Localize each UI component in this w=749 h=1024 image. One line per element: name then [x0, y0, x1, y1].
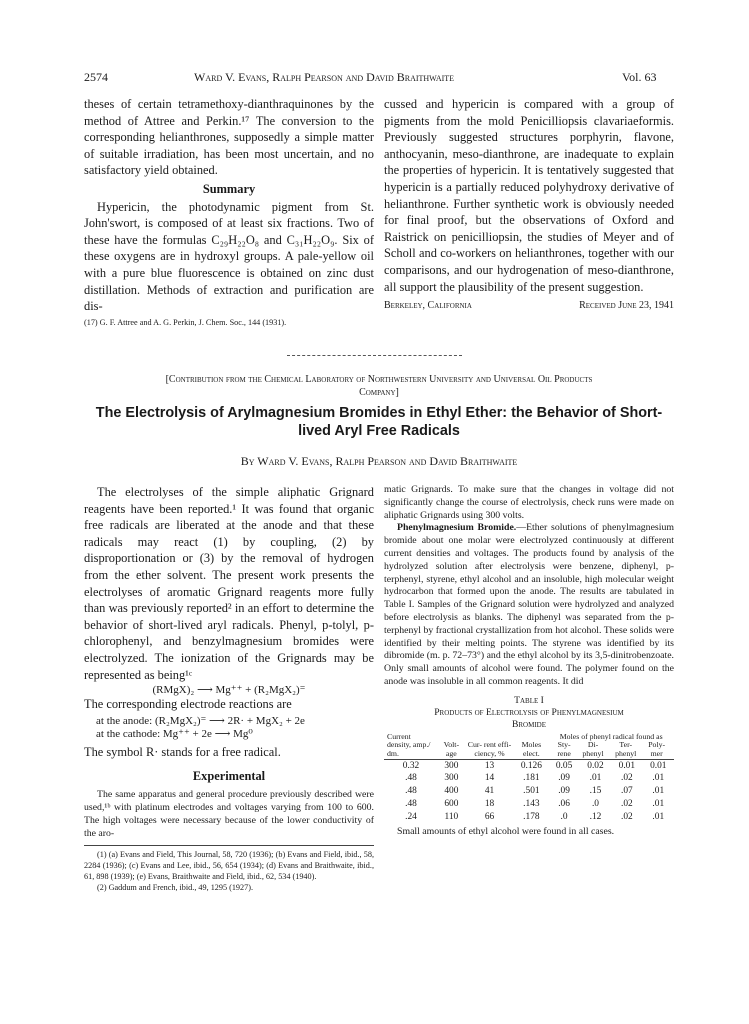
cell-polymer: .01 — [652, 811, 665, 822]
summary-heading: Summary — [202, 181, 256, 196]
right-paragraph-2: —Ether solutions of phenylmagnesium bromide about one molar were electrolyzed continuously at different current densities and voltages. The products found by analysis of the hydrolyzed solution after electrolysis were benzene, diphenyl, p-terphenyl, styrene, ethyl alcohol and an insoluble, high molecular weight hydrocarbon that formed upon the anode. The results are tabulated in Table I. Samples of the Grignard solution were hydrolyzed and analyzed before electrolysis as blanks. The diphenyl was separated from the p-terphenyl by fractional crystallization from hot alcohol. These solids were identified by their melting points. The styrene was identified by its dibromide (m. p. 72–73°) and the ethyl alcohol by its 3,5-dinitrobenzoate. Only small amounts of alcohol were found. The polymer found on the anode was insoluble in all common reagents. It did — [384, 522, 674, 687]
cell-density: 0.32 — [402, 760, 420, 771]
cell-density: .24 — [405, 811, 417, 822]
cell-moles: .501 — [523, 786, 540, 797]
table-note: Small amounts of ethyl alcohol were found in all cases. — [397, 825, 615, 837]
electrode-text: The corresponding electrode reactions are — [84, 697, 292, 712]
table-row — [384, 798, 674, 811]
col-header-terphenyl: Ter- phenyl — [615, 740, 637, 758]
group-subheaders — [551, 741, 671, 758]
table-caption-line-1: Products of Electrolysis of Phenylmagnesium — [434, 706, 624, 718]
col-header-voltage: Volt- age — [443, 740, 460, 758]
cell-voltage: 300 — [444, 760, 459, 771]
anode-equation: at the anode: (R₂MgX₂)⁼ ⟶ 2R· + MgX₂ + 2e — [96, 714, 305, 727]
cell-voltage: 110 — [444, 811, 459, 822]
footnote-1: (1) (a) Evans and Field, This Journal, 58, 720 (1936); (b) Evans and Field, ibid., 58, 2284 (1936); (c) Evans and Lee, ibid., 56, 654 (1934); (d) Evans and Braithwaite, ibid., 61, 898 (1939); (e) Evans, Braithwaite and Field, ibid., 62, 534 (1940). — [84, 849, 374, 881]
cell-efficiency: 13 — [484, 760, 495, 771]
table-row — [384, 811, 674, 824]
group-header-label: Moles of phenyl radical found as — [559, 731, 663, 741]
cell-terphenyl: .02 — [620, 773, 633, 784]
title-line-1: The Electrolysis of Arylmagnesium Bromides in Ethyl Ether: the Behavior of Short- — [95, 405, 663, 421]
contribution-note — [84, 373, 674, 399]
contribution-line-1: [Contribution from the Chemical Laboratory of Northwestern University and Universal Oil Products — [165, 374, 593, 385]
cell-styrene: .09 — [558, 786, 570, 797]
cell-voltage: 600 — [444, 798, 459, 809]
cell-moles: 0.126 — [520, 760, 542, 771]
ionization-equation: (RMgX)₂ ⟶ Mg⁺⁺ + (R₂MgX₂)⁼ — [152, 684, 306, 697]
symbol-text: The symbol R· stands for a free radical. — [84, 744, 281, 759]
cell-moles: .181 — [523, 773, 540, 784]
cell-efficiency: 66 — [484, 811, 495, 822]
cell-efficiency: 41 — [484, 786, 495, 797]
cell-polymer: 0.01 — [650, 760, 667, 771]
cell-styrene: 0.05 — [555, 760, 573, 771]
table-label: Table I — [514, 694, 544, 706]
location: Berkeley, California — [384, 300, 472, 312]
cell-diphenyl: .15 — [589, 786, 602, 797]
col-header-polymer: Poly- mer — [648, 740, 666, 758]
byline: By Ward V. Evans, Ralph Pearson and David Braithwaite — [240, 454, 518, 468]
footnote-17: (17) G. F. Attree and A. G. Perkin, J. Chem. Soc., 144 (1931). — [84, 317, 287, 327]
cell-efficiency: 14 — [484, 773, 495, 784]
cell-styrene: .06 — [558, 798, 570, 809]
cell-styrene: .0 — [560, 811, 568, 822]
volume-label: Vol. 63 — [622, 70, 657, 84]
cell-efficiency: 18 — [484, 798, 495, 809]
cell-terphenyl: 0.01 — [618, 760, 636, 771]
experimental-text: The same apparatus and general procedure previously described were used,¹ᵇ with platinum electrodes and voltages varying from 100 to 600. The high voltages were necessary because of the lower conductivity of the aro- — [84, 789, 374, 839]
cell-terphenyl: .07 — [620, 786, 633, 797]
cell-polymer: .01 — [652, 798, 665, 809]
top-right-column — [384, 96, 674, 312]
cell-diphenyl: .12 — [589, 811, 602, 822]
article-title — [80, 404, 678, 440]
table-row — [384, 772, 674, 785]
top-left-column — [84, 96, 374, 328]
article-right-column — [384, 484, 674, 838]
cell-diphenyl: .01 — [589, 773, 602, 784]
title-line-2: lived Aryl Free Radicals — [298, 423, 460, 439]
footnote-rule — [84, 845, 374, 846]
received-date: Received June 23, 1941 — [579, 300, 674, 312]
group-header — [548, 733, 674, 759]
continuation-paragraph: theses of certain tetramethoxy-dianthraquinones by the method of Attree and Perkin.¹⁷ The conversion to the corresponding helianthrones, supposedly a simple matter of suitable irradiation, has been most uncertain, and no satisfactory yield obtained. — [84, 97, 374, 178]
article-left-column — [84, 484, 374, 893]
article-separator — [287, 355, 462, 356]
cell-voltage: 400 — [444, 786, 459, 797]
results-table — [384, 733, 674, 824]
cell-polymer: .01 — [652, 773, 665, 784]
summary-text: Hypericin, the photodynamic pigment from St. John'swort, is composed of at least six fractions. Two of these have the formulas C₂₉H₂₂O₈ and C₃₁H₂₂O₉. Six of these oxygens are in hydroxyl groups. A pale-yellow oil with a pure blue fluorescence is obtained on zinc dust distillation. Methods of extraction and purification are dis- — [84, 199, 374, 314]
right-paragraph-1: matic Grignards. To make sure that the changes in voltage did not significantly change the course of electrolysis, check runs were made on aliphatic Grignards using 300 volts. — [384, 484, 674, 521]
page-number: 2574 — [84, 70, 108, 84]
cell-density: .48 — [405, 773, 417, 784]
col-header-styrene: Sty- rene — [557, 740, 571, 758]
cell-styrene: .09 — [558, 773, 570, 784]
cell-polymer: .01 — [652, 786, 665, 797]
table-row — [384, 785, 674, 798]
cell-voltage: 300 — [444, 773, 459, 784]
footnote-2: (2) Gaddum and French, ibid., 49, 1295 (1927). — [97, 882, 253, 892]
table-caption — [384, 695, 674, 731]
table-caption-line-2: Bromide — [511, 718, 546, 730]
cell-diphenyl: 0.02 — [587, 760, 604, 771]
running-title: Ward V. Evans, Ralph Pearson and David Braithwaite — [194, 70, 455, 84]
contribution-line-2: Company] — [359, 387, 399, 398]
cell-diphenyl: .0 — [591, 798, 599, 809]
cell-moles: .143 — [523, 798, 540, 809]
col-header-density: Current density, amp./ dm. — [387, 731, 431, 758]
cell-terphenyl: .02 — [620, 811, 633, 822]
table-row — [384, 759, 674, 772]
experimental-heading: Experimental — [192, 769, 266, 784]
discussion-paragraph: cussed and hypericin is compared with a group of pigments from the mold Penicilliopsis clavariaeformis. Previously suggested structures porphyrin, flavone, anthocyanin, meso-dianthrone, are inadequate to explain the properties of hypericin. It is tentatively suggested that hypericin is a partially reduced polyhydroxy derivative of helianthrone. Further synthetic work is obviously needed for final proof, but the observations of Oxford and Raistrick on penicilliopsin, the studies of Meyer and of Scholl and co-workers on helianthrones, together with our comparisons, and our hydrogenation of meso-dianthrone, all support the plausibility of the present suggestion. — [384, 97, 674, 294]
cathode-equation: at the cathode: Mg⁺⁺ + 2e ⟶ Mg⁰ — [96, 727, 253, 740]
cell-terphenyl: .02 — [620, 798, 633, 809]
cell-moles: .178 — [523, 811, 540, 822]
cell-density: .48 — [405, 798, 417, 809]
col-header-moles: Moles elect. — [521, 740, 542, 758]
phenyl-heading: Phenylmagnesium Bromide. — [397, 522, 517, 534]
col-header-efficiency: Cur- rent effi- ciency, % — [467, 740, 512, 758]
cell-density: .48 — [405, 786, 417, 797]
col-header-diphenyl: Di- phenyl — [582, 740, 604, 758]
intro-paragraph: The electrolyses of the simple aliphatic Grignard reagents have been reported.¹ It was found that organic free radicals are liberated at the anode and that these radicals may react (1) by coupling, (2) by disproportionation or (3) by the removal of hydrogen from the ether solvent. The present work presents the electrolyses of aromatic Grignard reagents more fully than was previously reported² in an effort to determine the behavior of short-lived aryl radicals. Phenyl, p-tolyl, p-chlorophenyl, and benzylmagnesium bromides were electrolyzed. The ionization of the Grignards may be represented as being¹ᶜ — [84, 485, 374, 682]
